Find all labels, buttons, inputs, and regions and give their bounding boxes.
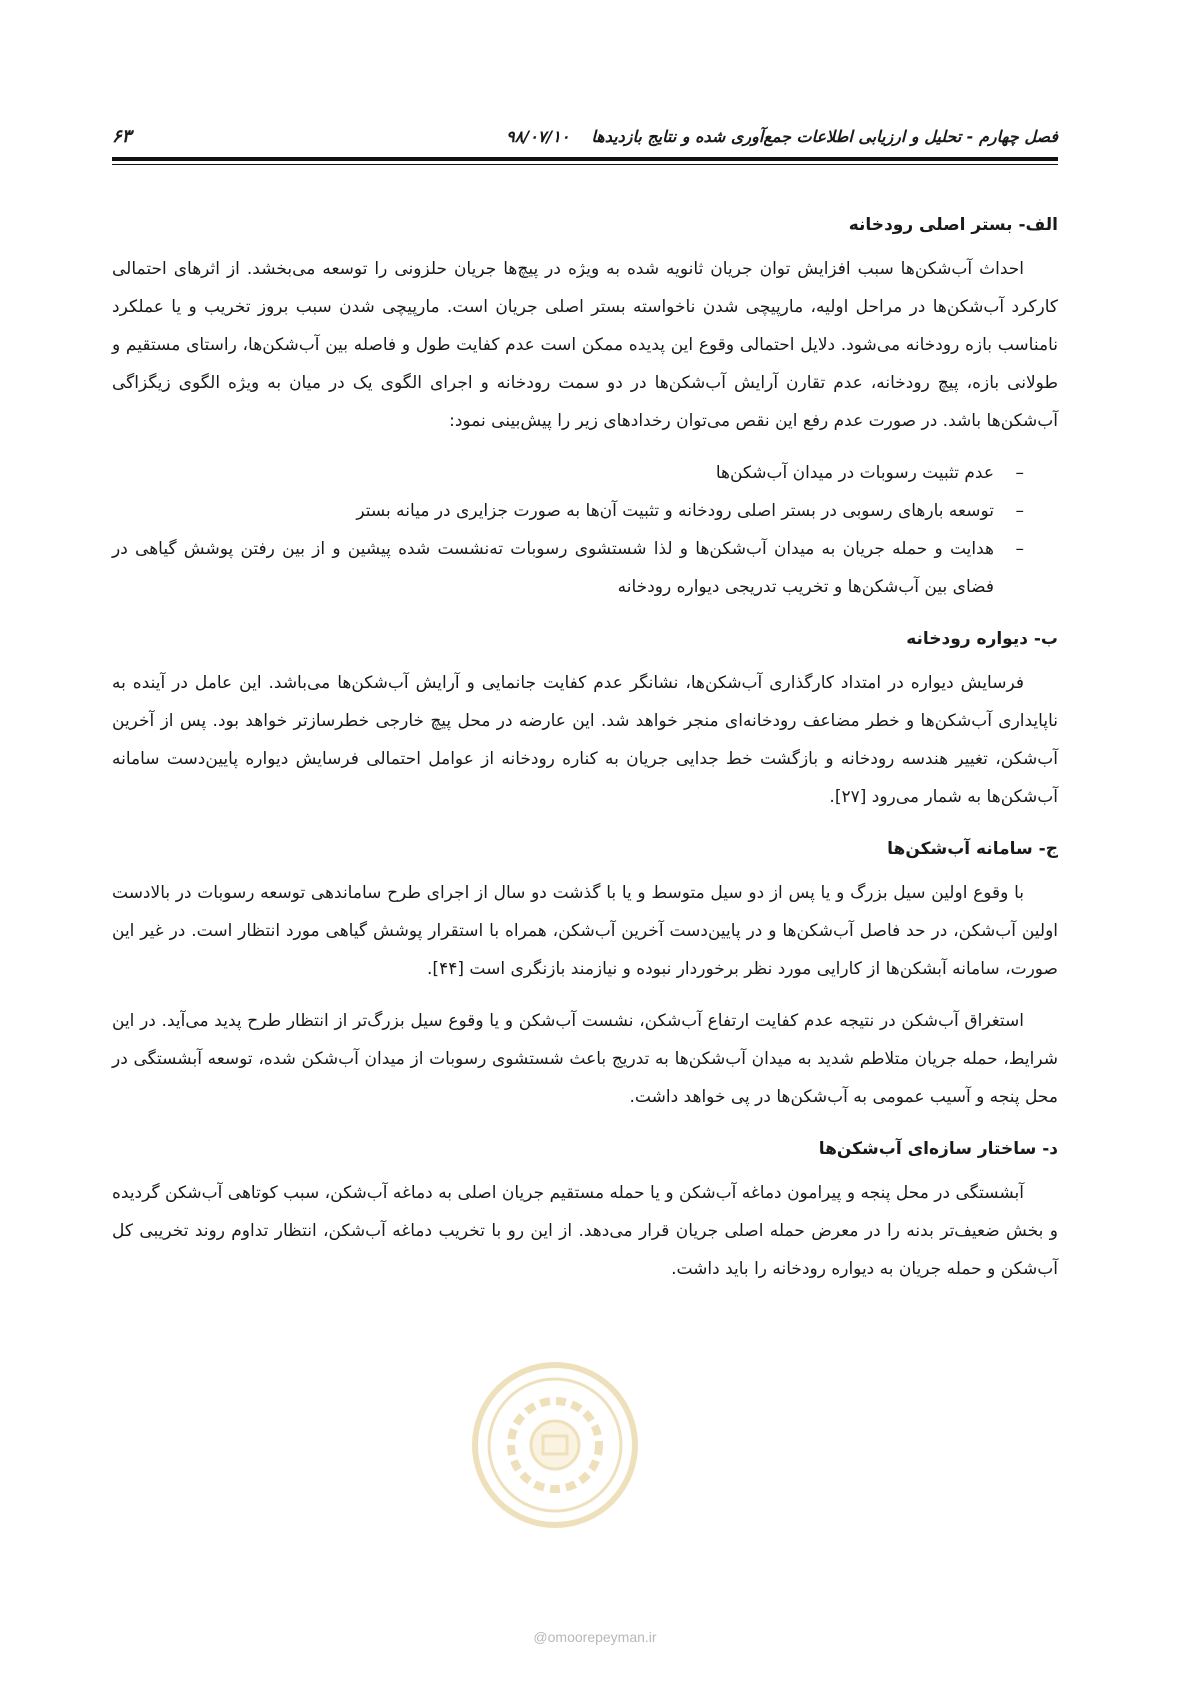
header-rule-thick: [112, 157, 1058, 161]
watermark-seal-icon: [470, 1360, 640, 1530]
section-heading: ب- دیواره رودخانه: [906, 629, 1058, 649]
paragraph: احداث آب‌شکن‌ها سبب افزایش توان جریان ثانویه شده به ویژه در پیچ‌ها جریان حلزونی را توسعه می‌بخشد. از اثرهای احتمالی کارکرد آب‌شکن‌ها در مراحل اولیه، مارپیچی شدن ناخواسته بستر اصلی جریان است. مارپیچی شدن سبب بروز تخریب و یا عملکرد نامناسب بازه رودخانه می‌شود. دلایل احتمالی وقوع این پدیده ممکن است عدم کفایت طول و فاصله بین آب‌شکن‌ها، راستای مستقیم و طولانی بازه، پیچ رودخانه، عدم تقارن آرایش آب‌شکن‌ها در دو سمت رودخانه و اجرای الگوی یک در میان به ویژه الگوی زیگزاگی آب‌شکن‌ها باشد. در صورت عدم رفع این نقص می‌توان رخدادهای زیر را پیش‌بینی نمود:: [112, 259, 1058, 431]
paragraph: آبشستگی در محل پنجه و پیرامون دماغه آب‌شکن و یا حمله مستقیم جریان اصلی به دماغه آب‌شکن، سبب کوتاهی آب‌شکن گردیده و بخش ضعیف‌تر بدنه را در معرض حمله اصلی جریان قرار می‌دهد. از این رو با تخریب دماغه آب‌شکن، انتظار تداوم روند تخریبی کل آب‌شکن و حمله جریان به دیواره رودخانه را باید داشت.: [112, 1183, 1058, 1279]
paragraph: استغراق آب‌شکن در نتیجه عدم کفایت ارتفاع آب‌شکن، نشست آب‌شکن و یا وقوع سیل بزرگ‌تر از انتظار طرح پدید می‌آید. در این شرایط، حمله جریان متلاطم شدید به میدان آب‌شکن‌ها به تدریج باعث شستشوی رسوبات از میدان آب‌شکن شده، توسعه آبشستگی در محل پنجه و آسیب عمومی به آب‌شکن‌ها در پی خواهد داشت.: [112, 1011, 1058, 1107]
list-item: [112, 530, 1024, 606]
list-item: [112, 454, 1024, 492]
chapter-title: فصل چهارم - تحلیل و ارزیابی اطلاعات جمع‌آوری شده و نتایج بازدیدها: [591, 127, 1058, 146]
dash-bullet: –: [1015, 501, 1024, 521]
section-groin-structure: [112, 1134, 1058, 1288]
list-item-text: توسعه بارهای رسوبی در بستر اصلی رودخانه و تثبیت آن‌ها به صورت جزایری در میانه بستر: [356, 501, 994, 521]
list-item-text: هدایت و حمله جریان به میدان آب‌شکن‌ها و لذا شستشوی رسوبات ته‌نشست شده پیشین و از بین رفتن پوشش گیاهی در فضای بین آب‌شکن‌ها و تخریب تدریجی دیواره رودخانه: [112, 539, 994, 597]
page-header: [112, 126, 1058, 147]
bullet-list: [112, 454, 1058, 606]
header-date: ۹۸/۰۷/۱۰: [506, 127, 570, 146]
document-body: [112, 210, 1058, 1306]
dash-bullet: –: [1015, 463, 1024, 483]
section-groin-system: [112, 834, 1058, 1116]
header-rule-thin: [112, 164, 1058, 165]
section-heading: الف- بستر اصلی رودخانه: [848, 215, 1058, 235]
list-item-text: عدم تثبیت رسوبات در میدان آب‌شکن‌ها: [715, 463, 994, 483]
paragraph: فرسایش دیواره در امتداد کارگذاری آب‌شکن‌ها، نشانگر عدم کفایت جانمایی و آرایش آب‌شکن‌ها می‌باشد. این عامل در آینده به ناپایداری آب‌شکن‌ها و خطر مضاعف رودخانه‌ای منجر خواهد شد. این عارضه در محل پیچ خارجی خطرسازتر خواهد بود. پس از آخرین آب‌شکن، تغییر هندسه رودخانه و بازگشت خط جدایی جریان به کناره رودخانه از عوامل احتمالی فرسایش دیواره پایین‌دست سامانه آب‌شکن‌ها به شمار می‌رود [۲۷].: [112, 673, 1058, 807]
paragraph: با وقوع اولین سیل بزرگ و یا پس از دو سیل متوسط و یا با گذشت دو سال از اجرای طرح ساماندهی توسعه رسوبات در بالادست اولین آب‌شکن، در حد فاصل آب‌شکن‌ها و در پایین‌دست آخرین آب‌شکن، همراه با استقرار پوشش گیاهی مورد انتظار است. در غیر این صورت، سامانه آبشکن‌ها از کارایی مورد نظر برخوردار نبوده و نیازمند بازنگری است [۴۴].: [112, 883, 1058, 979]
section-heading: ج- سامانه آب‌شکن‌ها: [887, 839, 1058, 859]
section-river-wall: [112, 624, 1058, 816]
header-right: [506, 127, 1058, 146]
section-heading: د- ساختار سازه‌ای آب‌شکن‌ها: [818, 1139, 1058, 1159]
section-main-channel: [112, 210, 1058, 606]
watermark-url: @omoorepeyman.ir: [533, 1629, 657, 1645]
list-item: [112, 492, 1024, 530]
page-number: ۶۳: [112, 126, 132, 147]
dash-bullet: –: [1015, 539, 1024, 559]
